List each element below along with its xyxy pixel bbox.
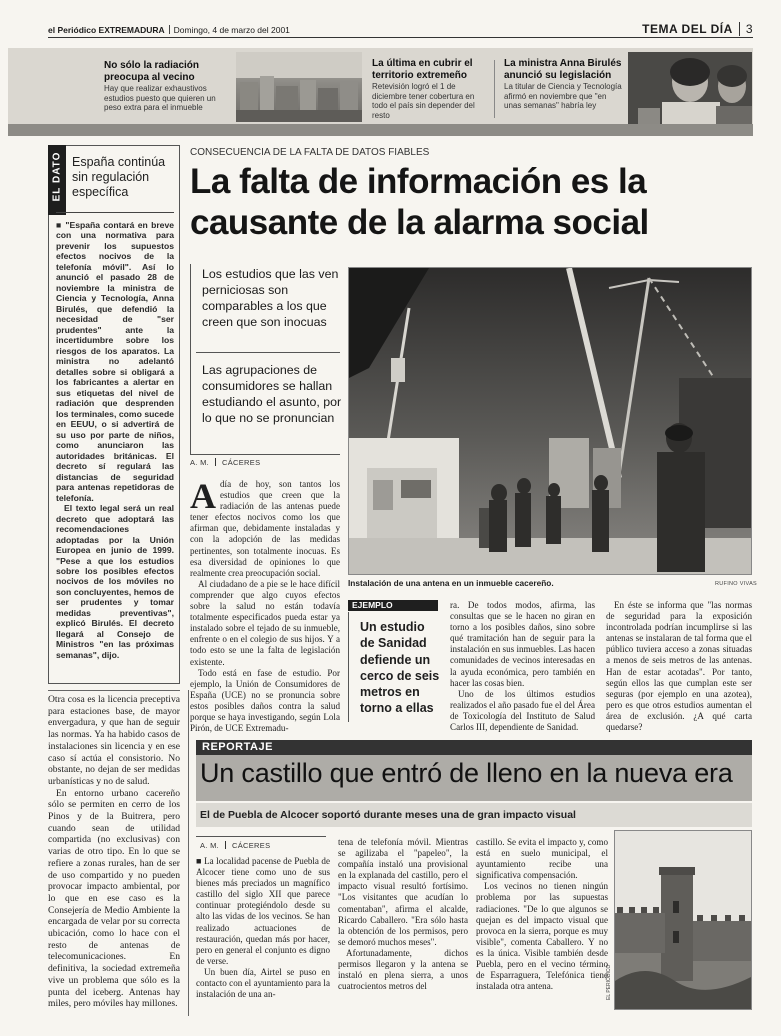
subhead-divider — [196, 352, 340, 353]
paper-name: el Periódico EXTREMADURA — [48, 25, 165, 35]
body-paragraph: ■ La localidad pacense de Puebla de Alcocer tiene como uno de sus bienes más preciados un magnífico castillo del siglo XII que parece continuar protegiéndolo desde su alto las vidas de los vecinos. Se han realizado actuaciones de restauración, quedan más por hacer, pero en general el conjunto es digno de verse. — [196, 856, 330, 966]
section-header — [642, 22, 753, 36]
reportaje-column-2 — [338, 837, 468, 992]
byline-author: A. M. — [200, 841, 220, 850]
teaser-2-headline: La última en cubrir el territorio extremeño — [372, 58, 473, 81]
teaser-1[interactable] — [104, 60, 226, 113]
antenna-installation-photo — [348, 267, 752, 575]
ejemplo-text: Un estudio de Sanidad defiende un cerco de seis metros en torno a ellas — [360, 620, 440, 716]
article-byline — [190, 458, 260, 467]
teaser-1-body: Hay que realizar exhaustivos estudios puesto que quieren un peso extra para el inmueble — [104, 84, 216, 113]
byline-rule — [190, 454, 340, 455]
teaser-strip-bar — [8, 124, 753, 136]
reportaje-label: REPORTAJE — [196, 740, 752, 755]
teaser-3-headline: La ministra Anna Birulés anunció su legislación — [504, 58, 622, 81]
reportaje-column-1 — [196, 856, 330, 1000]
article-column-3 — [606, 600, 752, 733]
dato-paragraph: El texto legal será un real decreto que adoptará las recomendaciones adoptadas por la Unión Europea en junio de 1999. "Pese a que los estudios sobre los posibles efectos nocivos de los móviles no son concluyentes, hemos de ser prudentes y tomar medidas preventivas", explicó Birulés. El decreto llegará al Consejo de Ministros "en las próximas semanas", dijo. — [56, 503, 174, 660]
dropcap: A — [190, 476, 216, 516]
lead-text: día de hoy, son tantos los estudios que creen que la radiación de las antenas puede tener efectos nocivos como los que afirman que, debidamente instaladas y con la adopción de las medidas pertinentes, son totalmente inocuas. Es esa diversidad de opiniones lo que realmente crea preocupación social. — [190, 479, 340, 578]
teaser-1-headline: No sólo la radiación preocupa al vecino — [104, 60, 200, 83]
body-paragraph: tena de telefonía móvil. Mientras se agilizaba el "papeleo", la compañía instaló una provisional en la explanada del castillo, pero el impacto visual resultó fortísimo. "Los visitantes que acudían lo comentaban", afirma el alcalde, Ricardo Caballero. "Era sólo hasta la obtención de los permisos, pero se demoró muchos meses". — [338, 837, 468, 947]
ejemplo-label: EJEMPLO — [348, 600, 438, 611]
body-paragraph: Uno de los últimos estudios realizados el año pasado fue el del Área de Toxicología del Instituto de Salud Carlos III, dependiente de Sanidad. — [450, 688, 595, 733]
body-paragraph: Un buen día, Airtel se puso en contacto con el ayuntamiento para la instalación de una an- — [196, 966, 330, 1000]
dato-body — [56, 220, 174, 660]
reportaje-byline-rule — [196, 836, 326, 837]
body-paragraph: ra. De todos modos, afirma, las consultas que se le hacen no giran en torno a los posibles daños, sino sobre qué tramitación han de seguir para la instalación en sus inmuebles. Las hacen comunidades de vecinos interesadas en la ayuda económica, pero también en hacer las cosas bien. — [450, 600, 595, 688]
issue-date: Domingo, 4 de marzo del 2001 — [173, 25, 290, 35]
article-column-1 — [190, 476, 340, 734]
subhead-2: Las agrupaciones de consumidores se hallan estudiando el asunto, por lo que no se pronuncian — [202, 363, 342, 426]
castle-photo-credit: EL PERIÓDICO — [606, 964, 612, 1000]
left-lower-column — [48, 694, 180, 1010]
minister-portrait-photo — [628, 52, 752, 124]
city-rooftops-photo — [236, 52, 362, 122]
body-paragraph: castillo. Se evita el impacto y, como está en suelo municipal, el ayuntamiento recibe una significativa compensación. — [476, 837, 608, 881]
teaser-3[interactable] — [504, 58, 622, 111]
headline-line-2: causante de la alarma social — [190, 202, 649, 242]
article-kicker: CONSECUENCIA DE LA FALTA DE DATOS FIABLES — [190, 147, 430, 158]
byline-place: CÁCERES — [232, 841, 271, 850]
body-paragraph: En éste se informa que "las normas de seguridad para la exposición incontrolada podrían incumplirse si las antenas se instalaran de tal forma que el público tuviera acceso a zonas situadas a menos de seis metros de las antenas. Han de estar acotadas". Por tanto, según ellos las que cumplan este ser seguras (por ejemplo en una azotea), pero es que otros estudios aumentan el área de exclusión. ¿A qué carta quedarse? — [606, 600, 752, 733]
body-paragraph: En entorno urbano cacereño sólo se permiten en cerro de los Pinos y de la Buitrera, pero cuando sean de utilidad compartida (no exclusivas) con varias de otro tipo. En lo que se refiere a zonas rurales, han de ser de uso compartido y no pueden provocar impacto ambiental, por lo que en ese caso es la Consejería de Medio Ambiente la encargada de velar por su correcta ubicación, como lo hace con el resto de antenas de telecomunicaciones. En definitiva, la sociedad extremeña vive un problema que sólo es la punta del iceberg. Antenas hay miles, pero móviles hay millones. — [48, 787, 180, 1010]
article-column-2 — [450, 600, 595, 733]
dato-paragraph: ■ "España contará en breve con una normativa para prevenir los supuestos efectos nocivos de la telefonía móvil". Así lo anunció el pasado 28 de noviembre la ministra de Ciencia y Tecnología, Anna Birulés, que defendió la necesidad de "ser prudentes" ante la incertidumbre sobre los riesgos de los aparatos. La ministra no adelantó detalles sobre si obligará a los fabricantes a alertar en sus etiquetas del nivel de radiación que desprenden los terminales, como sucede en EEUU, o si advertirá de su uso por parte de niños, como anunciaron las autoridades británicas. El decreto sí regulará las distancias de seguridad para antenas repetidoras de telefonía. — [56, 220, 174, 503]
subhead-1: Los estudios que las ven perniciosas son comparables a los que creen que son inocuas — [202, 267, 339, 330]
body-paragraph: Afortunadamente, dichos permisos llegaron y la antena se instaló en plena sierra, a unos cuatrocientos metros del — [338, 947, 468, 992]
reportaje-subhead: El de Puebla de Alcocer soportó durante meses una de gran impacto visual — [200, 809, 576, 821]
section-title: TEMA DEL DÍA — [642, 22, 733, 36]
body-paragraph: Al ciudadano de a pie se le hace difícil comprender que algo cuyos efectos sobre la salud no están todavía totalmente especificados pueda estar ya instalado sobre el tejado de su inmueble, enfrente o en el colegio de sus hijos. Y a todo esto se une la falta de legislación existente. — [190, 578, 340, 667]
body-paragraph: Todo está en fase de estudio. Por ejemplo, la Unión de Consumidores de España (UCE) no se pronuncia sobre estos posibles daños contra la salud porque se haya investigando, según Lola Pirón, de UCE Extremadu- — [190, 667, 340, 734]
reportaje-column-3 — [476, 837, 608, 992]
top-rule — [48, 37, 753, 38]
castle-photo — [614, 830, 752, 1010]
teaser-divider — [494, 60, 495, 118]
teaser-2-body: Retevisión logró el 1 de diciembre tener cobertura en todo el país sin depender del resto — [372, 82, 475, 120]
byline-author: A. M. — [190, 458, 210, 467]
dato-rule — [56, 212, 174, 213]
reportaje-headline: Un castillo que entró de lleno en la nueva era — [200, 758, 733, 788]
body-paragraph: Otra cosa es la licencia preceptiva para estaciones base, de mayor envergadura, y que han de seguir las normas. Ya ha habido casos de instalaciones sin licencia y en ese caso sí actúa el consistorio. No obstante, no dejan de ser medidas urbanísticas y no de salud. — [48, 694, 180, 787]
dato-label: EL DATO — [51, 151, 63, 202]
page-number: 3 — [739, 22, 753, 36]
article-headline — [190, 162, 750, 244]
teaser-2[interactable] — [372, 58, 490, 120]
left-column-rule — [48, 690, 180, 691]
body-paragraph: Los vecinos no tienen ningún problema por las supuestas radiaciones. "De lo que algunos se quejan es del impacto visual que provoca en la sierra, porque es muy visible", comenta Caballero. Y no es la única. Visible también desde Puebla, pero en el vecino término de Esparraguera, Telefónica tiene instalada otra antena. — [476, 881, 608, 992]
masthead — [48, 25, 290, 35]
byline-place: CÁCERES — [222, 458, 261, 467]
body-paragraph — [190, 476, 340, 579]
reportaje-byline — [200, 841, 270, 850]
column-divider — [188, 690, 189, 1016]
headline-line-1: La falta de información es la — [190, 162, 647, 201]
photo-caption: Instalación de una antena en un inmueble cacereño. — [348, 578, 554, 588]
dato-title: España continúa sin regulación específica — [72, 155, 166, 199]
photo-credit: RUFINO VIVAS — [715, 581, 758, 587]
subhead-rule — [190, 264, 191, 454]
dato-tab — [48, 145, 66, 215]
ejemplo-rule — [348, 612, 349, 722]
teaser-3-body: La titular de Ciencia y Tecnología afirmó en noviembre que "en unas semanas" habría ley — [504, 82, 622, 111]
